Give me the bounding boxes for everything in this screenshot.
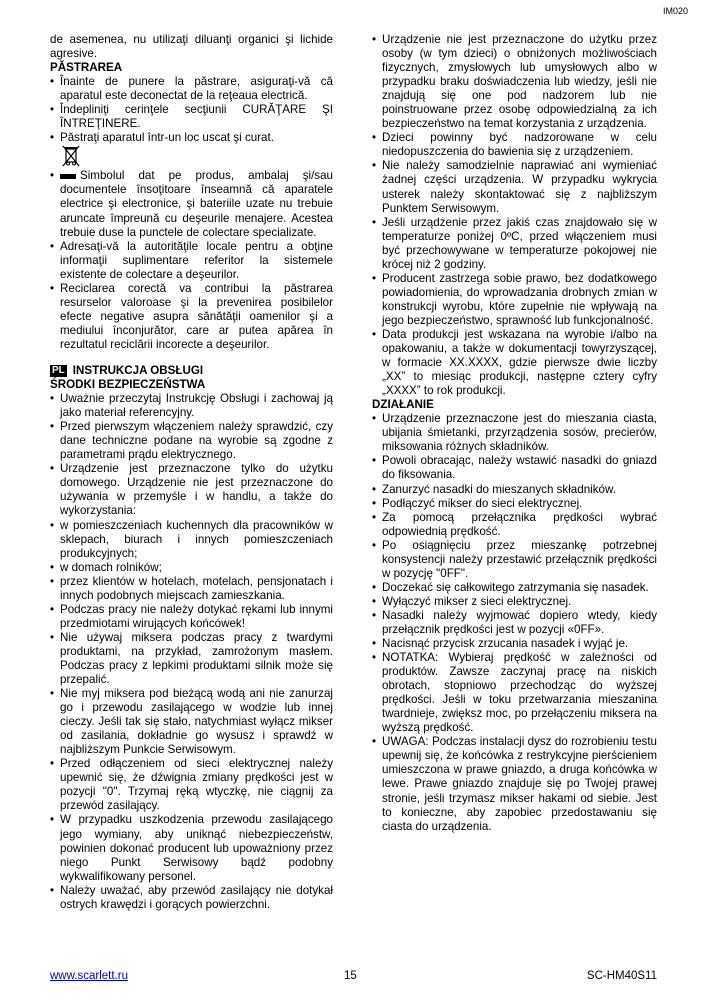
list-item: • Jeśli urządzenie przez jakiś czas znajdowało się w temperaturze poniżej 0ºC, przed włączeniem musi być przechowywane w temperaturze pokojowej nie krócej niż 2 godziny. — [372, 216, 657, 272]
list-item: • Urządzenie nie jest przeznaczone do użytku przez osoby (w tym dzieci) o obniżonych możliwościach fizycznych, zmysłowych lub umysłowych albo w przypadku braku doświadczenia lub wiedzy, jeśli nie znajdują się one pod nadzorem lub nie poinstruowane przez osobę odpowiedzialną za ich bezpieczeństwo na temat korzystania z urządzenia. — [372, 33, 657, 131]
list-item: • Podczas pracy nie należy dotykać rękami lub innymi przedmiotami wirujących końcówek! — [50, 603, 333, 631]
list-item: • Podłączyć mikser do sieci elektrycznej. — [372, 497, 657, 511]
safety-list-left — [50, 392, 333, 912]
list-item: • Należy uważać, aby przewód zasilający nie dotykał ostrych krawędzi i gorących powierzchni. — [50, 884, 333, 912]
model-code: IM020 — [662, 6, 688, 16]
storage-heading: PĂSTRAREA — [50, 61, 123, 75]
weee-icon-item — [50, 145, 333, 167]
list-item: • Data produkcji jest wskazana na wyrobie i/albo na opakowaniu, a także w dokumentacji towyrzyszącej, w formacie XX.XXXX, gdzie pierwsze dwie liczby „XX” to miesiąc produkcji, następne cztery cyfry „XXXX” to rok produkcji. — [372, 328, 657, 398]
list-item: • Îndepliniţi cerinţele secţiunii CURĂŢARE ŞI ÎNTREŢINERE. — [50, 103, 333, 131]
list-item: • Powoli obracając, należy wstawić nasadki do gniazd do fiksowania. — [372, 454, 657, 482]
operation-heading: DZIAŁANIE — [372, 398, 434, 412]
romanian-intro-text: de asemenea, nu utilizaţi diluanţi organici şi lichide agresive. — [50, 33, 333, 61]
operation-list — [372, 412, 657, 833]
list-item: • Doczekać się całkowitego zatrzymania się nasadek. — [372, 581, 657, 595]
list-item: • Nie należy samodzielnie naprawiać ani wymieniać żadnej części urządzenia. W przypadku wykrycia usterek należy skontaktować się z najbliższym Punktem Serwisowym. — [372, 159, 657, 215]
list-item: • Urządzenie przeznaczone jest do mieszania ciasta, ubijania śmietanki, przyrządzenia sosów, precierów, miksowania różnych składników. — [372, 412, 657, 454]
list-item: • Dzieci powinny być nadzorowane w celu niedopuszczenia do bawienia się z urządzeniem. — [372, 131, 657, 159]
footer-model: SC-HM40S11 — [586, 970, 657, 982]
list-item: • Nasadki należy wyjmować dopiero wtedy, kiedy przełącznik prędkości jest w pozycji «0FF». — [372, 609, 657, 637]
crossed-bin-icon — [62, 145, 80, 167]
list-item: • UWAGA: Podczas instalacji dysz do rozrobieniu testu upewnij się, że końcówka z restrykcyjne pierścieniem umieszczona w prawe gniazdo, a druga końcówka w lewe. Prawe gniazdo znajduje się po Twojej prawej stronie, jeśli trzymasz mikser hakami od siebie. Jest to konieczne, aby zapobiec przedostawaniu się ciasta do urządzenia. — [372, 735, 657, 833]
language-badge: PL — [52, 365, 65, 376]
list-item: • Po osiągnięciu przez mieszankę potrzebnej konsystencji należy przestawić przełącznik prędkości w pozycję "0FF". — [372, 539, 657, 581]
list-item: • Uważnie przeczytaj Instrukcję Obsługi i zachowaj ją jako materiał referencyjny. — [50, 392, 333, 420]
list-item: • Înainte de punere la păstrare, asiguraţi-vă că aparatul este deconectat de la reţeaua electrică. — [50, 75, 333, 103]
list-item: • Păstraţi aparatul într-un loc uscat şi curat. — [50, 131, 333, 145]
website-link[interactable]: www.scarlett.ru — [50, 970, 128, 982]
list-item: • NOTATKA: Wybieraj prędkość w zależności od produktów. Zawsze zaczynaj pracę na niskich obrotach, stopniowo przechodząc do wyższej prędkości. Jeśli w toku przetwarzania mieszanina twardnieje, zwiększ moc, po przełączeniu miksera na wyższą prędkość. — [372, 651, 657, 735]
list-item: • Producent zastrzega sobie prawo, bez dodatkowego powiadomienia, do wprowadzania drobnych zmian w konstrukcji wyrobu, które zupełnie nie wpływają na jego bezpieczeństwo, sprawność lub funkcjonalność. — [372, 272, 657, 328]
storage-list — [50, 75, 333, 145]
left-column — [50, 33, 333, 912]
list-item: • przez klientów w hotelach, motelach, pensjonatach i innych podobnych miejscach zamieszkania. — [50, 575, 333, 603]
right-column — [372, 33, 657, 834]
list-item: • w pomieszczeniach kuchennych dla pracowników w sklepach, biurach i innych pomieszczeniach produkcyjnych; — [50, 519, 333, 561]
list-item: • Przed pierwszym włączeniem należy sprawdzić, czy dane techniczne podane na wyrobie są zgodne z parametrami prądu elektrycznego. — [50, 420, 333, 462]
list-item: • Wyłączyć mikser z sieci elektrycznej. — [372, 595, 657, 609]
manual-heading: INSTRUKCJA OBSŁUGI — [72, 363, 204, 377]
list-item: • Za pomocą przełącznika prędkości wybrać odpowiednią prędkość. — [372, 511, 657, 539]
safety-heading: ŚRODKI BEZPIECZEŃSTWA — [50, 378, 206, 392]
list-item: • Nacisnąć przycisk zrzucania nasadek i wyjąć je. — [372, 637, 657, 651]
list-item: • W przypadku uszkodzenia przewodu zasilającego jego wymiany, aby uniknąć niebezpieczeństw, powinien dokonać producent lub upoważniony przez niego Punkt Serwisowy bądź podobny wykwalifikowany personel. — [50, 813, 333, 883]
list-item: • Urządzenie jest przeznaczone tylko do użytku domowego. Urządzenie nie jest przeznaczone do używania w przemyśle i w handlu, a także do wykorzystania: — [50, 462, 333, 518]
list-item: • Nie myj miksera pod bieżącą wodą ani nie zanurzaj go i przewodu zasilającego w wodzie lub innej cieczy. Jeśli tak się stało, natychmiast wyłącz mikser od zasilania, dokładnie go wysusz i sprawdź w najbliższym Punkcie Serwisowym. — [50, 687, 333, 757]
list-item: • Adresaţi-vă la autorităţile locale pentru a obţine informaţii suplimentare referitor la sistemele existente de colectare a deşeurilor. — [50, 240, 333, 282]
manual-heading-row — [50, 364, 333, 378]
safety-list-right — [372, 33, 657, 398]
list-item: • Zanurzyć nasadki do mieszanych składników. — [372, 483, 657, 497]
list-item: • Nie używaj miksera podczas pracy z twardymi produktami, na przykład, zamrożonym masłem. Podczas pracy z lepkimi produktami silnik może się przepalić. — [50, 631, 333, 687]
list-item: • w domach rolników; — [50, 561, 333, 575]
weee-list — [50, 145, 333, 352]
list-item: • Simbolul dat pe produs, ambalaj şi/sau documentele însoţitoare înseamnă că aparatele electrice şi electronice, şi bateriile uzate nu trebuie aruncate împreună cu deşeurile menajere. Acestea trebuie duse la punctele de colectare specializate. — [50, 169, 333, 239]
weee-bar-icon — [60, 174, 76, 179]
list-item: • Reciclarea corectă va contribui la păstrarea resurselor valoroase şi la prevenirea posibilelor efecte negative asupra sănătăţii oamenilor şi a mediului înconjurător, care ar putea apărea în rezultatul reciclării incorecte a deşeurilor. — [50, 282, 333, 352]
list-item: • Przed odłączeniem od sieci elektrycznej należy upewnić się, że dźwignia zmiany prędkości jest w pozycji "0". Trzymaj ręką wtyczkę, nie ciągnij za przewód zasilający. — [50, 757, 333, 813]
page-number: 15 — [344, 970, 357, 982]
